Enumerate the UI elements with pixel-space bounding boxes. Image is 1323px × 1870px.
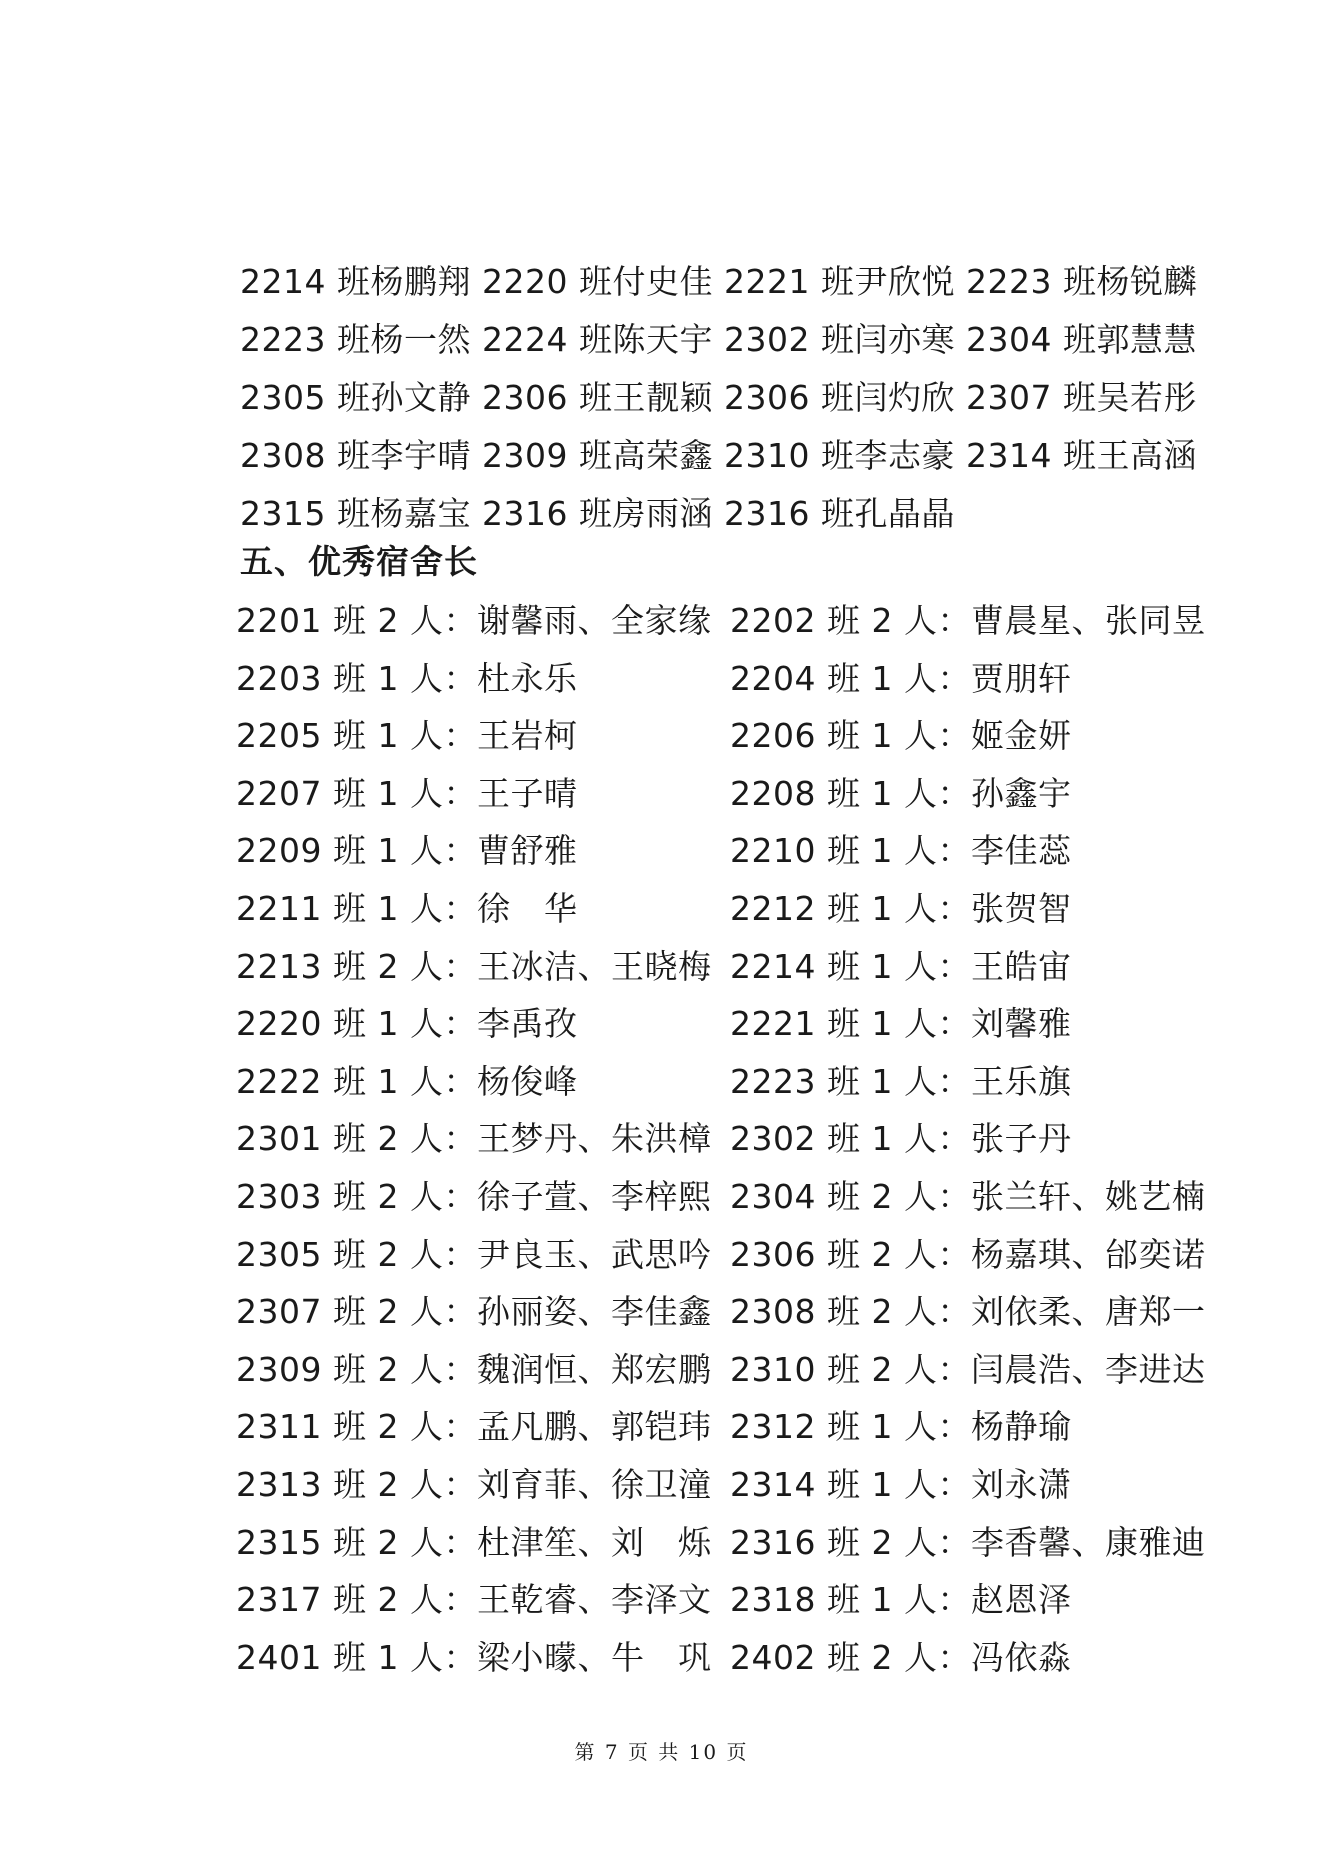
dorm-leader-entry: 2214 班 1 人：王皓宙	[730, 946, 1072, 986]
award-entry: 2306 班王靓颖	[482, 378, 713, 417]
dorm-leader-entry: 2210 班 1 人：李佳蕊	[730, 831, 1072, 871]
dorm-leader-entry: 2301 班 2 人：王梦丹、朱洪樟	[236, 1119, 712, 1159]
dorm-leader-entry: 2202 班 2 人：曹晨星、张同昱	[730, 601, 1206, 640]
award-entry: 2316 班房雨涵	[482, 494, 713, 533]
dorm-leader-entry: 2307 班 2 人：孙丽姿、李佳鑫	[236, 1292, 712, 1332]
page-number-footer: 第 7 页 共 10 页	[574, 1740, 749, 1764]
award-entry: 2307 班吴若彤	[966, 378, 1197, 417]
dorm-leader-entry: 2308 班 2 人：刘依柔、唐郑一	[730, 1292, 1206, 1332]
dorm-leader-entry: 2203 班 1 人：杜永乐	[236, 658, 578, 698]
award-name-list	[240, 253, 1220, 543]
dorm-leader-entry: 2313 班 2 人：刘育菲、徐卫潼	[236, 1464, 712, 1504]
dorm-leader-list	[236, 592, 1216, 1686]
award-entry: 2221 班尹欣悦	[724, 262, 955, 301]
award-entry: 2224 班陈天宇	[482, 320, 713, 359]
dorm-leader-entry: 2212 班 1 人：张贺智	[730, 888, 1072, 928]
section-heading: 五、优秀宿舍长	[240, 542, 478, 581]
award-entry: 2223 班杨一然	[240, 320, 471, 359]
dorm-leader-entry: 2208 班 1 人：孙鑫宇	[730, 773, 1072, 813]
dorm-leader-entry: 2318 班 1 人：赵恩泽	[730, 1580, 1072, 1620]
dorm-leader-entry: 2316 班 2 人：李香馨、康雅迪	[730, 1522, 1206, 1562]
dorm-leader-entry: 2223 班 1 人：王乐旗	[730, 1061, 1072, 1101]
dorm-leader-entry: 2315 班 2 人：杜津笙、刘 烁	[236, 1522, 712, 1562]
dorm-leader-entry: 2305 班 2 人：尹良玉、武思吟	[236, 1234, 712, 1274]
award-entry: 2315 班杨嘉宝	[240, 494, 471, 533]
dorm-leader-entry: 2222 班 1 人：杨俊峰	[236, 1061, 578, 1101]
dorm-leader-entry: 2317 班 2 人：王乾睿、李泽文	[236, 1580, 712, 1620]
award-entry: 2305 班孙文静	[240, 378, 471, 417]
award-entry: 2314 班王高涵	[966, 436, 1197, 475]
dorm-leader-entry: 2209 班 1 人：曹舒雅	[236, 831, 578, 871]
award-entry: 2310 班李志豪	[724, 436, 955, 475]
dorm-leader-entry: 2211 班 1 人：徐 华	[236, 888, 578, 928]
dorm-leader-entry: 2201 班 2 人：谢馨雨、全家缘	[236, 601, 712, 640]
dorm-leader-entry: 2220 班 1 人：李禹孜	[236, 1004, 578, 1044]
award-entry: 2309 班高荣鑫	[482, 436, 713, 475]
dorm-leader-entry: 2312 班 1 人：杨静瑜	[730, 1407, 1072, 1447]
dorm-leader-entry: 2310 班 2 人：闫晨浩、李进达	[730, 1349, 1206, 1389]
dorm-leader-entry: 2311 班 2 人：孟凡鹏、郭铠玮	[236, 1407, 712, 1447]
dorm-leader-entry: 2304 班 2 人：张兰轩、姚艺楠	[730, 1176, 1206, 1216]
award-entry: 2220 班付史佳	[482, 262, 713, 301]
dorm-leader-entry: 2207 班 1 人：王子晴	[236, 773, 578, 813]
award-entry: 2306 班闫灼欣	[724, 378, 955, 417]
award-entry: 2308 班李宇晴	[240, 436, 471, 475]
dorm-leader-entry: 2314 班 1 人：刘永潇	[730, 1464, 1072, 1504]
award-entry: 2302 班闫亦寒	[724, 320, 955, 359]
dorm-leader-entry: 2205 班 1 人：王岩柯	[236, 716, 578, 756]
award-entry: 2316 班孔晶晶	[724, 494, 955, 533]
award-entry: 2304 班郭慧慧	[966, 320, 1197, 359]
dorm-leader-entry: 2401 班 1 人：梁小曚、牛 巩	[236, 1637, 712, 1677]
dorm-leader-entry: 2306 班 2 人：杨嘉琪、邰奕诺	[730, 1234, 1206, 1274]
award-entry: 2214 班杨鹏翔	[240, 262, 471, 301]
award-entry: 2223 班杨锐麟	[966, 262, 1197, 301]
dorm-leader-entry: 2213 班 2 人：王冰洁、王晓梅	[236, 946, 712, 986]
dorm-leader-entry: 2303 班 2 人：徐子萱、李梓熙	[236, 1176, 712, 1216]
dorm-leader-entry: 2309 班 2 人：魏润恒、郑宏鹏	[236, 1349, 712, 1389]
dorm-leader-entry: 2206 班 1 人：姬金妍	[730, 716, 1072, 756]
dorm-leader-entry: 2204 班 1 人：贾朋轩	[730, 658, 1072, 698]
dorm-leader-entry: 2302 班 1 人：张子丹	[730, 1119, 1072, 1159]
dorm-leader-entry: 2402 班 2 人：冯依淼	[730, 1637, 1072, 1677]
dorm-leader-entry: 2221 班 1 人：刘馨雅	[730, 1004, 1072, 1044]
